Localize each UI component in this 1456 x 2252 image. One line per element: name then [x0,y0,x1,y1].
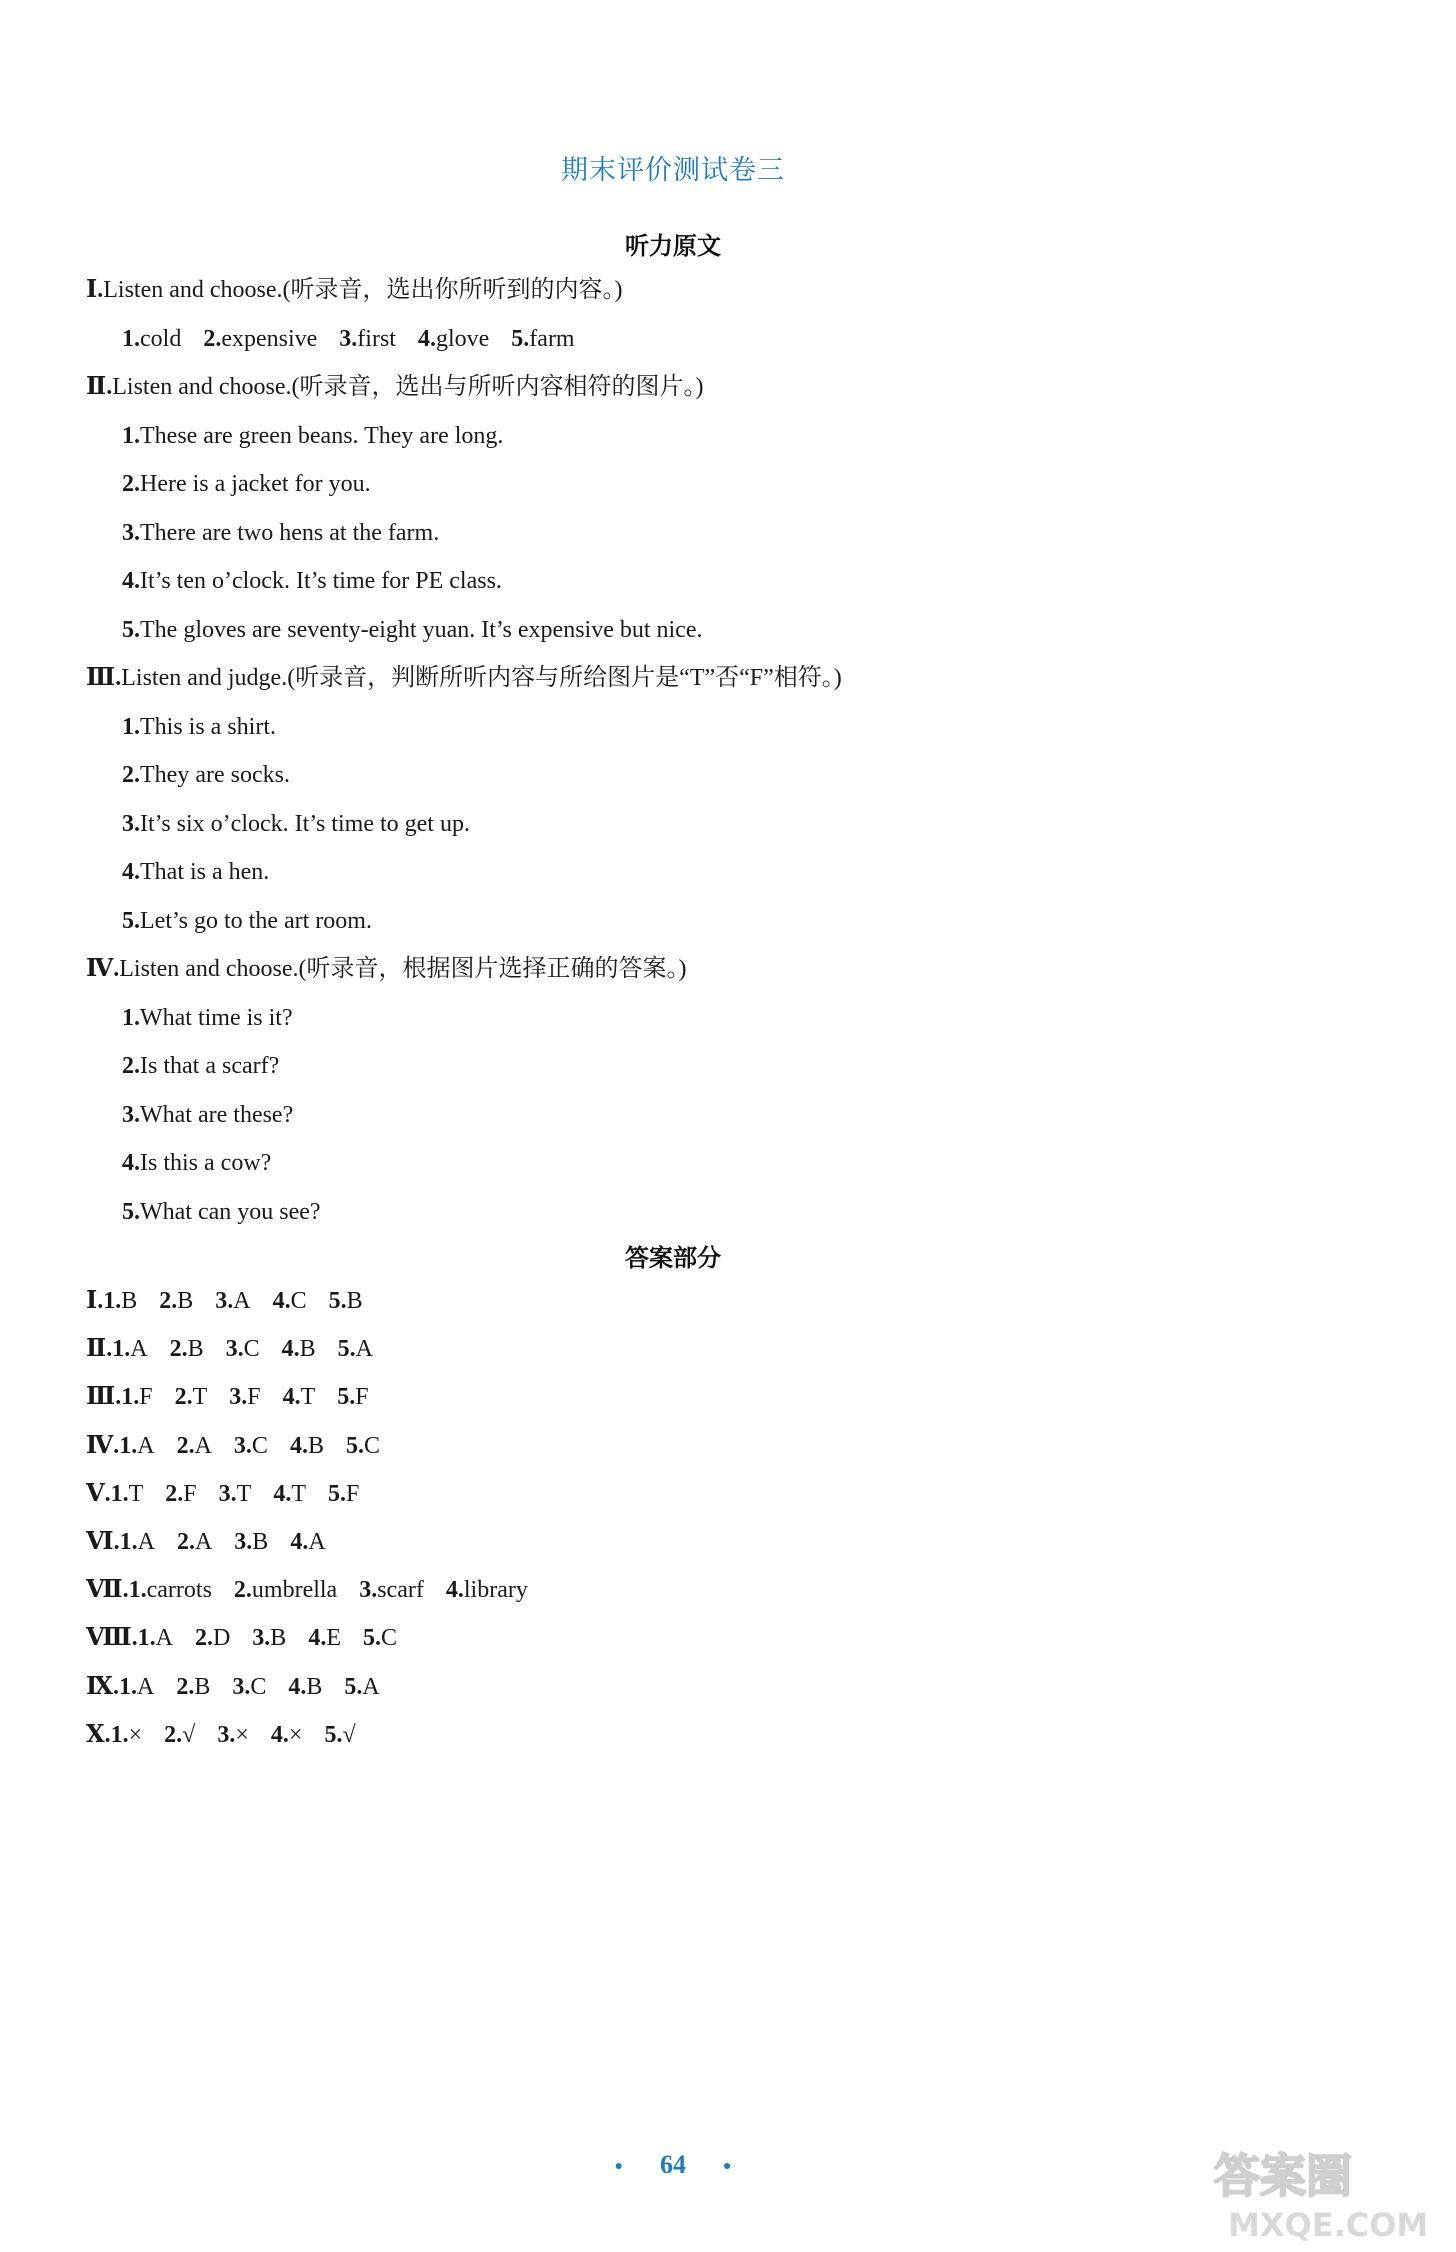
answer-number: 1. [110,1721,129,1748]
answer-value: √ [182,1721,196,1748]
item-number: 3. [122,519,140,546]
item-text: There are two hens at the farm. [140,519,440,546]
answer-value: C [380,1625,397,1652]
answer-value: √ [342,1721,356,1748]
item-text: glove [435,325,490,352]
section-heading [86,372,704,402]
answer-value: C [363,1432,380,1459]
item-number: 5. [122,907,140,934]
item-number: 1. [122,325,140,352]
item-number: 2. [122,762,140,788]
answer-value: T [291,1480,306,1507]
answer-value: × [128,1721,143,1748]
answer-number: 3. [233,1432,252,1459]
answer-number: 1. [137,1625,156,1652]
answer-number: 5. [328,1480,346,1507]
list-item [122,615,703,645]
answer-value: B [187,1336,204,1363]
answer-value: B [299,1336,316,1363]
answer-value: F [355,1384,369,1411]
answer-number: 1. [119,1673,138,1700]
item-number: 4. [122,568,140,594]
list-item [122,712,276,742]
answer-value: C [250,1673,267,1700]
answer-number: 2. [176,1432,195,1459]
answer-number: 3. [252,1625,271,1652]
answer-value: A [362,1673,380,1700]
answers-heading: 答案部分 [625,1244,721,1272]
inline-items [122,324,575,354]
list-item [122,1197,321,1227]
answer-number: 4. [445,1577,464,1604]
answer-number: 4. [282,1384,301,1411]
answer-value: F [346,1480,360,1507]
answer-number: 1. [119,1432,138,1459]
answer-value: A [137,1529,155,1555]
answer-value: carrots [146,1577,212,1604]
answer-row [86,1623,397,1653]
answer-value: F [139,1384,153,1411]
answer-number: 5. [345,1432,364,1459]
item-text: first [357,325,396,352]
item-text: What are these? [140,1101,294,1128]
answer-number: 4. [289,1432,308,1459]
item-number: 5. [511,325,530,352]
answer-value: B [306,1673,323,1700]
answer-number: 4. [308,1625,327,1652]
list-item [122,760,290,790]
list-item [122,469,371,499]
item-number: 4. [417,325,436,352]
answer-row [86,1382,369,1412]
answer-number: 3. [232,1673,251,1700]
section-heading [86,663,842,693]
section-instruction: Listen and choose.(听录音，根据图片选择正确的答案。) [119,956,687,982]
answer-number: 4. [273,1480,292,1507]
answer-number: 5. [337,1336,356,1363]
item-text: farm [529,325,575,352]
item-text: The gloves are seventy-eight yuan. It’s expensive but nice. [140,616,703,643]
page-title: 期末评价测试卷三 [561,155,785,186]
answer-value: E [326,1625,341,1652]
answer-section-label: Ⅵ. [86,1529,120,1555]
watermark-top: 答案圈 [1214,2149,1352,2203]
item-number: 4. [122,1150,140,1176]
answer-number: 3. [217,1721,236,1748]
answer-value: C [290,1288,307,1314]
answer-value: × [235,1721,249,1748]
answer-value: A [194,1432,212,1459]
item-text: What can you see? [140,1198,321,1225]
section-heading [86,275,623,305]
answer-number: 3. [234,1529,253,1555]
item-text: This is a shirt. [140,713,276,740]
answer-value: C [243,1336,260,1363]
item-text: Here is a jacket for you. [140,471,371,497]
answer-value: scarf [377,1577,424,1604]
answer-value: A [137,1673,155,1700]
answer-number: 3. [215,1288,234,1314]
item-text: What time is it? [140,1004,293,1031]
item-number: 1. [122,422,140,449]
answer-value: A [233,1288,251,1314]
answer-number: 2. [176,1673,195,1700]
answer-number: 1. [112,1336,131,1363]
answer-value: F [183,1480,197,1507]
answer-row [86,1479,359,1509]
item-text: cold [140,325,182,352]
item-number: 5. [122,616,140,643]
answer-value: T [128,1480,144,1507]
section-instruction: Listen and choose.(听录音，选出你所听到的内容。) [103,277,623,303]
item-text: Is that a scarf? [140,1053,280,1079]
item-text: It’s six o’clock. It’s time to get up. [140,810,470,837]
answer-number: 1. [119,1529,138,1555]
answer-value: A [194,1529,213,1555]
item-number: 5. [122,1198,140,1225]
answer-value: D [212,1625,231,1652]
item-number: 2. [122,471,140,497]
item-text: Is this a cow? [140,1150,272,1176]
answer-row [86,1527,326,1557]
answer-row [86,1720,356,1750]
answer-number: 2. [176,1529,195,1555]
answer-number: 4. [288,1673,307,1700]
answer-value: B [252,1529,269,1555]
answer-value: T [192,1384,208,1411]
listening-heading: 听力原文 [625,232,721,260]
answer-value: B [346,1288,363,1314]
answer-section-label: Ⅸ. [86,1673,120,1700]
section-label: Ⅰ. [86,277,104,303]
answer-value: A [137,1432,155,1459]
answer-value: B [177,1288,194,1314]
section-label: Ⅱ. [86,374,113,400]
answer-value: × [288,1721,303,1748]
watermark-logo [1208,2136,1438,2246]
watermark-logo-icon [1208,2136,1438,2246]
answer-number: 2. [165,1480,184,1507]
list-item [122,518,439,548]
answer-section-label: Ⅹ. [86,1721,111,1748]
section-label: Ⅳ. [86,956,120,982]
answer-value: B [121,1288,138,1314]
section-heading [86,954,687,984]
answer-number: 5. [362,1625,381,1652]
answer-section-label: Ⅲ. [86,1384,122,1411]
list-item [122,906,372,936]
item-text: expensive [221,325,318,352]
item-text: They are socks. [140,762,290,788]
item-number: 3. [339,325,358,352]
answer-number: 3. [359,1577,378,1604]
section-label: Ⅲ. [86,665,122,691]
list-item [122,421,503,451]
answer-section-label: Ⅱ. [86,1336,113,1363]
list-item [122,1051,279,1081]
answer-section-label: Ⅰ. [86,1288,104,1314]
answer-number: 2. [233,1577,252,1604]
answer-number: 3. [218,1480,237,1507]
answer-number: 4. [272,1288,291,1314]
answer-section-label: Ⅳ. [86,1432,120,1459]
answer-row [86,1431,380,1461]
section-instruction: Listen and choose.(听录音，选出与所听内容相符的图片。) [112,374,704,400]
list-item [122,809,470,839]
answer-value: B [194,1673,211,1700]
item-text: These are green beans. They are long. [140,422,504,449]
watermark-bottom: MXQE.COM [1228,2206,1429,2244]
answer-number: 1. [121,1384,140,1411]
answer-value: F [247,1384,261,1411]
page-number: ● 64 ● [614,2150,732,2179]
list-item [122,1003,293,1033]
item-number: 1. [122,713,140,740]
section-instruction: Listen and judge.(听录音，判断所听内容与所给图片是“T”否“F”相符。) [121,665,842,691]
item-number: 1. [122,1004,140,1031]
answer-row [86,1286,363,1316]
answer-value: T [300,1384,316,1411]
item-text: That is a hen. [140,859,270,885]
answer-section-label: Ⅶ. [86,1577,129,1604]
answer-number: 5. [344,1673,363,1700]
answer-number: 4. [290,1529,309,1555]
answer-section-label: Ⅷ. [86,1625,138,1652]
page-number-value: 64 [660,2150,686,2179]
list-item [122,566,502,596]
answer-number: 5. [328,1288,347,1314]
answer-section-label: Ⅴ. [86,1480,111,1507]
answer-value: A [155,1625,173,1652]
answer-number: 2. [169,1336,188,1363]
list-item [122,857,269,887]
answer-value: library [463,1577,528,1604]
answer-number: 2. [174,1384,193,1411]
answer-value: A [355,1336,373,1363]
list-item [122,1100,293,1130]
answer-value: B [270,1625,287,1652]
answer-number: 1. [103,1288,122,1314]
answer-number: 5. [324,1721,343,1748]
answer-number: 1. [128,1577,147,1604]
answer-value: A [308,1529,326,1555]
answer-row [86,1672,380,1702]
answer-number: 2. [159,1288,178,1314]
answer-number: 3. [225,1336,244,1363]
item-number: 2. [203,325,222,352]
answer-number: 2. [164,1721,183,1748]
answer-number: 4. [281,1336,300,1363]
item-number: 2. [122,1053,140,1079]
item-number: 4. [122,859,140,885]
answer-value: B [307,1432,324,1459]
answer-number: 5. [337,1384,356,1411]
list-item [122,1148,271,1178]
answer-row [86,1575,528,1605]
answer-number: 2. [194,1625,213,1652]
item-text: It’s ten o’clock. It’s time for PE class. [140,568,502,594]
answer-value: umbrella [251,1577,338,1604]
answer-value: A [130,1336,148,1363]
answer-number: 4. [270,1721,289,1748]
answer-number: 1. [110,1480,129,1507]
item-number: 3. [122,810,140,837]
item-text: Let’s go to the art room. [140,907,372,934]
answer-number: 3. [229,1384,248,1411]
item-number: 3. [122,1101,140,1128]
answer-value: T [236,1480,252,1507]
answer-value: C [251,1432,268,1459]
answer-row [86,1334,373,1364]
